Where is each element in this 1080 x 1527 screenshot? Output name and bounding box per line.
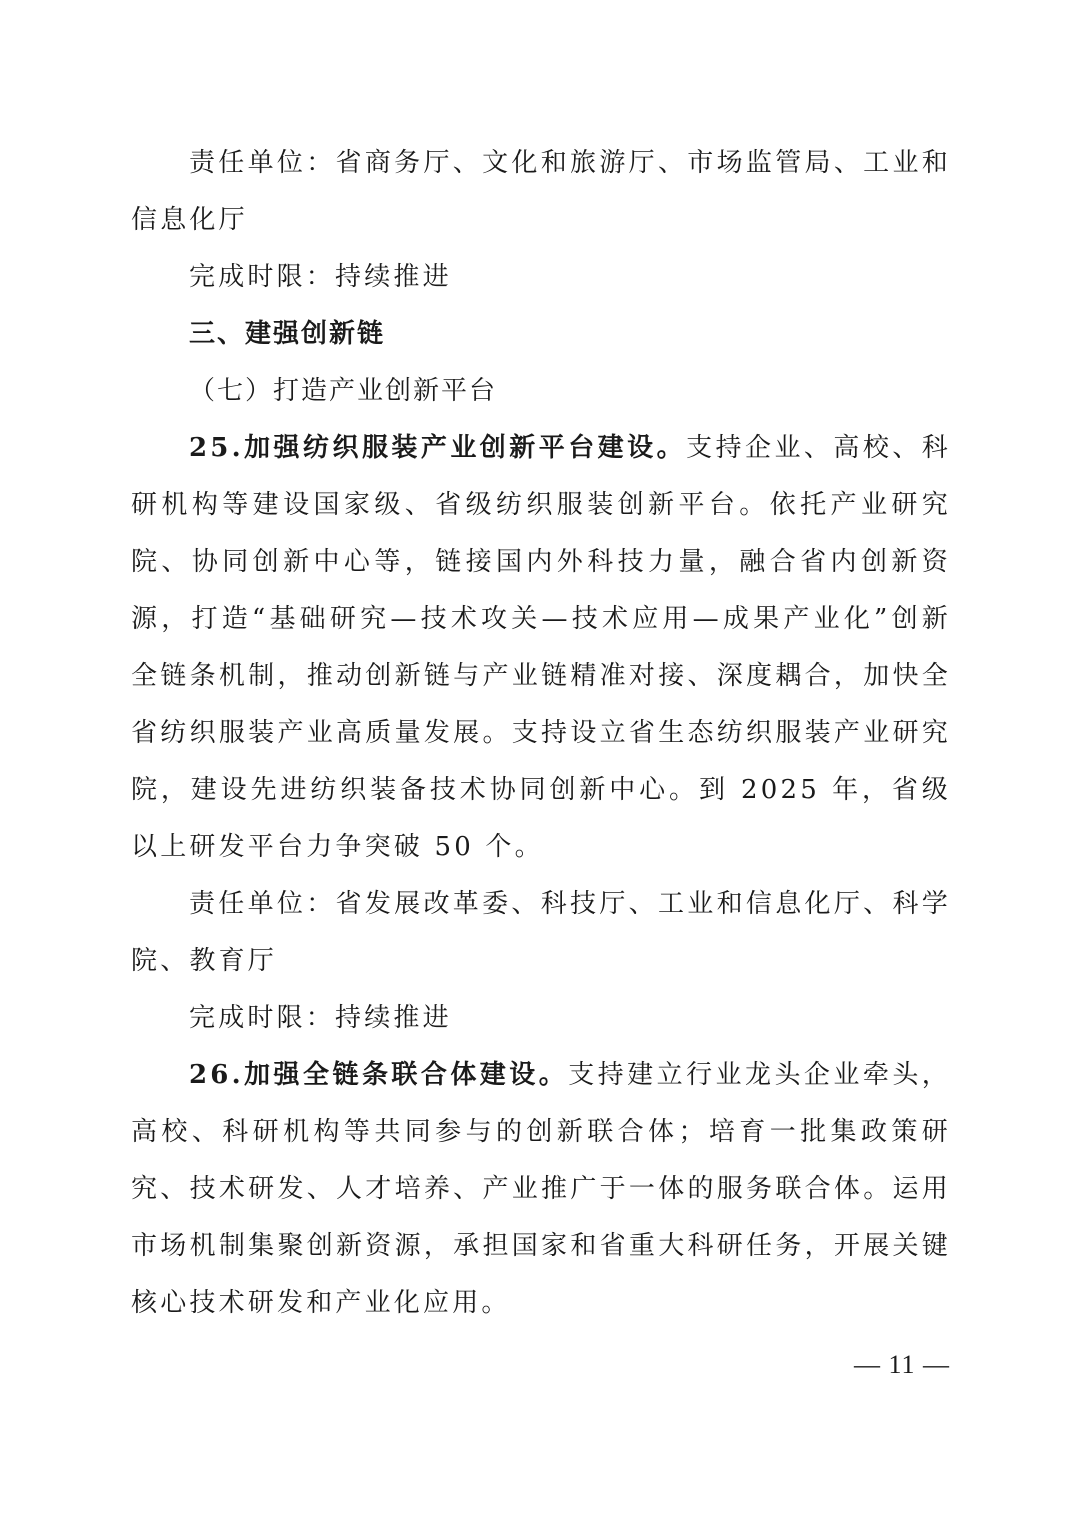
responsible-units-paragraph: 责任单位：省发展改革委、科技厅、工业和信息化厅、科学院、教育厅 — [131, 889, 951, 976]
item-25-paragraph — [131, 420, 951, 876]
item-26-lead: 26.加强全链条联合体建设。 — [189, 1060, 569, 1090]
section-heading: 三、建强创新链 — [189, 319, 386, 349]
subsection-heading: （七）打造产业创新平台 — [189, 376, 498, 406]
page-number: — 11 — — [853, 1350, 950, 1379]
item-25-lead: 25.加强纺织服装产业创新平台建设。 — [189, 433, 687, 463]
item-25-body: 支持企业、高校、科研机构等建设国家级、省级纺织服装创新平台。依托产业研究院、协同创新中心等，链接国内外科技力量，融合省内创新资源，打造“基础研究—技术攻关—技术应用—成果产业化”创新全链条机制，推动创新链与产业链精准对接、深度耦合，加快全省纺织服装产业高质量发展。支持设立省生态纺织服装产业研究院，建设先进纺织装备技术协同创新中心。到 2025 年，省级以上研发平台力争突破 50 个。 — [131, 433, 951, 862]
deadline-paragraph: 完成时限：持续推进 — [189, 262, 452, 292]
deadline-paragraph: 完成时限：持续推进 — [189, 1003, 452, 1033]
body-text — [131, 135, 951, 1332]
item-26-paragraph — [131, 1047, 951, 1332]
item-26-body: 支持建立行业龙头企业牵头，高校、科研机构等共同参与的创新联合体；培育一批集政策研究、技术研发、人才培养、产业推广于一体的服务联合体。运用市场机制集聚创新资源，承担国家和省重大科研任务，开展关键核心技术研发和产业化应用。 — [131, 1060, 951, 1318]
responsible-units-paragraph: 责任单位：省商务厅、文化和旅游厅、市场监管局、工业和信息化厅 — [131, 148, 951, 235]
